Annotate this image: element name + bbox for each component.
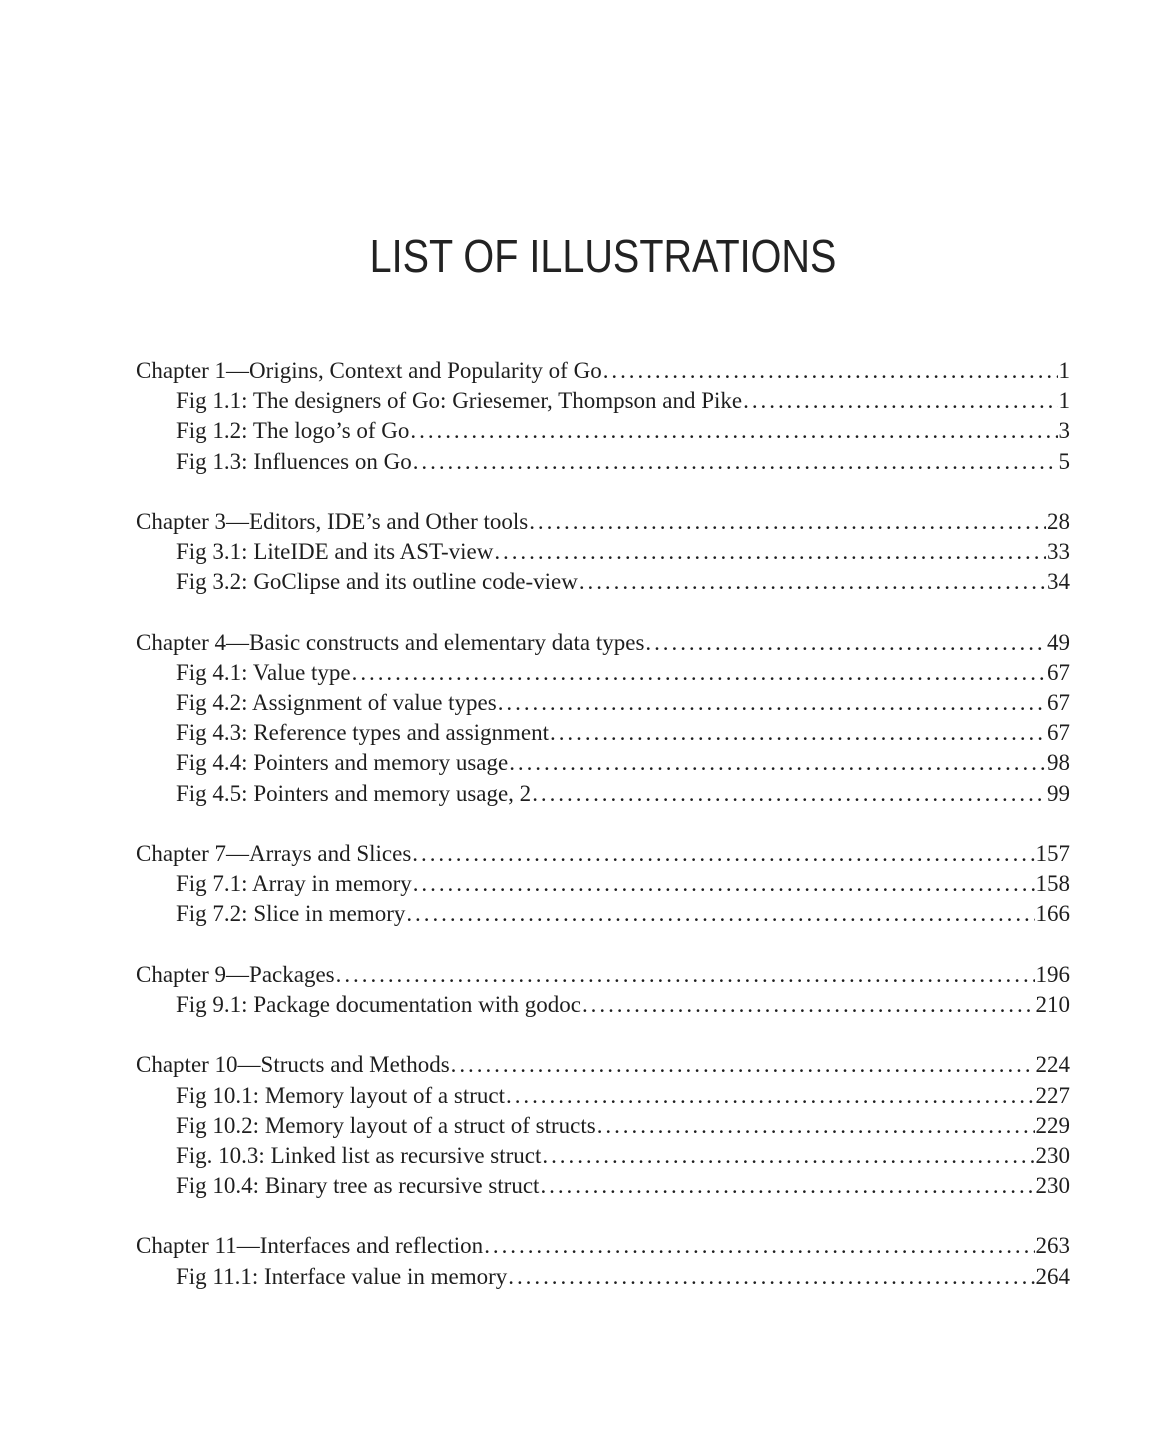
page-number: 230: [1035, 1173, 1070, 1199]
figure-title: Fig 4.2: Assignment of value types: [176, 690, 497, 716]
toc-section: [136, 960, 1070, 1020]
section-spacer: [136, 598, 1070, 628]
figure-entry: [136, 1171, 1070, 1201]
page-number: 230: [1035, 1142, 1070, 1168]
figure-title: Fig 10.1: Memory layout of a struct: [176, 1082, 505, 1108]
chapter-entry: [136, 1050, 1070, 1080]
dot-leader: [603, 356, 1058, 386]
page-number: 98: [1047, 750, 1070, 776]
dot-leader: [582, 990, 1035, 1020]
section-spacer: [136, 477, 1070, 507]
section-spacer: [136, 930, 1070, 960]
page-number: 264: [1035, 1263, 1070, 1289]
figure-entry: [136, 1081, 1070, 1111]
figure-entry: [136, 537, 1070, 567]
dot-leader: [412, 839, 1034, 869]
page-number: 1: [1058, 388, 1070, 414]
figure-entry: [136, 1111, 1070, 1141]
figure-entry: [136, 748, 1070, 778]
page-number: 196: [1035, 961, 1070, 987]
figure-title: Fig 4.3: Reference types and assignment: [176, 720, 550, 746]
page-number: 166: [1035, 901, 1070, 927]
figure-entry: [136, 416, 1070, 446]
figure-entry: [136, 567, 1070, 597]
chapter-title: Chapter 1—Origins, Context and Popularity of Go: [136, 358, 602, 383]
dot-leader: [645, 628, 1046, 658]
chapter-title: Chapter 9—Packages: [136, 961, 335, 987]
figure-title: Fig 4.1: Value type: [176, 659, 351, 685]
toc-section: [136, 507, 1070, 598]
page-number: 67: [1047, 659, 1070, 685]
figure-title: Fig. 10.3: Linked list as recursive struct: [176, 1142, 542, 1168]
dot-leader: [451, 1050, 1035, 1080]
section-spacer: [136, 1020, 1070, 1050]
dot-leader: [413, 447, 1058, 477]
chapter-title: Chapter 11—Interfaces and reflection: [136, 1233, 484, 1259]
dot-leader: [579, 567, 1046, 597]
chapter-title: Chapter 4—Basic constructs and elementary data types: [136, 629, 645, 655]
page-number: 263: [1035, 1233, 1070, 1259]
page-title: LIST OF ILLUSTRATIONS: [369, 230, 837, 282]
figure-entry: [136, 386, 1070, 416]
page-number: 227: [1035, 1082, 1070, 1108]
chapter-entry: [136, 628, 1070, 658]
dot-leader: [352, 658, 1046, 688]
chapter-entry: [136, 356, 1070, 386]
toc-section: [136, 1050, 1070, 1201]
figure-title: Fig 10.2: Memory layout of a struct of structs: [176, 1112, 596, 1138]
figure-title: Fig 7.2: Slice in memory: [176, 901, 406, 927]
dot-leader: [406, 899, 1034, 929]
page-number: 67: [1047, 720, 1070, 746]
figure-entry: [136, 1262, 1070, 1292]
page-number: 99: [1047, 780, 1070, 806]
figure-title: Fig 1.1: The designers of Go: Griesemer, Thompson and Pike: [176, 388, 743, 414]
figure-entry: [136, 1141, 1070, 1171]
figure-entry: [136, 899, 1070, 929]
section-spacer: [136, 1201, 1070, 1231]
toc-section: [136, 839, 1070, 930]
illustrations-list: [136, 356, 1070, 1292]
page-number: 49: [1047, 629, 1070, 655]
dot-leader: [743, 386, 1057, 416]
page-number: 67: [1047, 690, 1070, 716]
dot-leader: [336, 960, 1035, 990]
figure-title: Fig 1.2: The logo’s of Go: [176, 418, 410, 444]
toc-section: [136, 356, 1070, 477]
chapter-entry: [136, 507, 1070, 537]
chapter-entry: [136, 960, 1070, 990]
dot-leader: [508, 1262, 1034, 1292]
dot-leader: [509, 748, 1046, 778]
page-number: 3: [1058, 418, 1070, 444]
dot-leader: [540, 1171, 1034, 1201]
figure-entry: [136, 688, 1070, 718]
figure-title: Fig 1.3: Influences on Go: [176, 448, 412, 474]
chapter-title: Chapter 7—Arrays and Slices: [136, 841, 412, 866]
dot-leader: [410, 416, 1057, 446]
page-number: 34: [1047, 569, 1070, 595]
page-number: 224: [1035, 1052, 1070, 1078]
page-number: 1: [1058, 358, 1070, 383]
dot-leader: [494, 537, 1046, 567]
chapter-entry: [136, 1231, 1070, 1261]
figure-title: Fig 3.1: LiteIDE and its AST-view: [176, 539, 494, 565]
toc-section: [136, 628, 1070, 809]
page-number: 5: [1058, 448, 1070, 474]
figure-title: Fig 11.1: Interface value in memory: [176, 1263, 508, 1289]
figure-title: Fig 3.2: GoClipse and its outline code-view: [176, 569, 578, 595]
figure-entry: [136, 779, 1070, 809]
page-number: 157: [1035, 841, 1070, 866]
dot-leader: [498, 688, 1046, 718]
chapter-title: Chapter 10—Structs and Methods: [136, 1052, 450, 1078]
figure-title: Fig 4.4: Pointers and memory usage: [176, 750, 509, 776]
figure-title: Fig 7.1: Array in memory: [176, 871, 412, 897]
page-number: 33: [1047, 539, 1070, 565]
figure-entry: [136, 447, 1070, 477]
dot-leader: [529, 507, 1046, 537]
figure-title: Fig 4.5: Pointers and memory usage, 2: [176, 780, 532, 806]
dot-leader: [532, 779, 1046, 809]
dot-leader: [597, 1111, 1035, 1141]
dot-leader: [550, 718, 1046, 748]
chapter-entry: [136, 839, 1070, 869]
figure-entry: [136, 718, 1070, 748]
chapter-title: Chapter 3—Editors, IDE’s and Other tools: [136, 508, 529, 534]
dot-leader: [542, 1141, 1034, 1171]
page-number: 158: [1035, 871, 1070, 897]
dot-leader: [506, 1081, 1035, 1111]
page-number: 229: [1035, 1112, 1070, 1138]
figure-entry: [136, 990, 1070, 1020]
figure-title: Fig 9.1: Package documentation with godoc: [176, 991, 581, 1017]
section-spacer: [136, 809, 1070, 839]
toc-section: [136, 1231, 1070, 1291]
figure-entry: [136, 869, 1070, 899]
figure-entry: [136, 658, 1070, 688]
dot-leader: [484, 1231, 1034, 1261]
figure-title: Fig 10.4: Binary tree as recursive struct: [176, 1173, 540, 1199]
page-number: 210: [1035, 991, 1070, 1017]
page-number: 28: [1047, 508, 1070, 534]
dot-leader: [413, 869, 1035, 899]
